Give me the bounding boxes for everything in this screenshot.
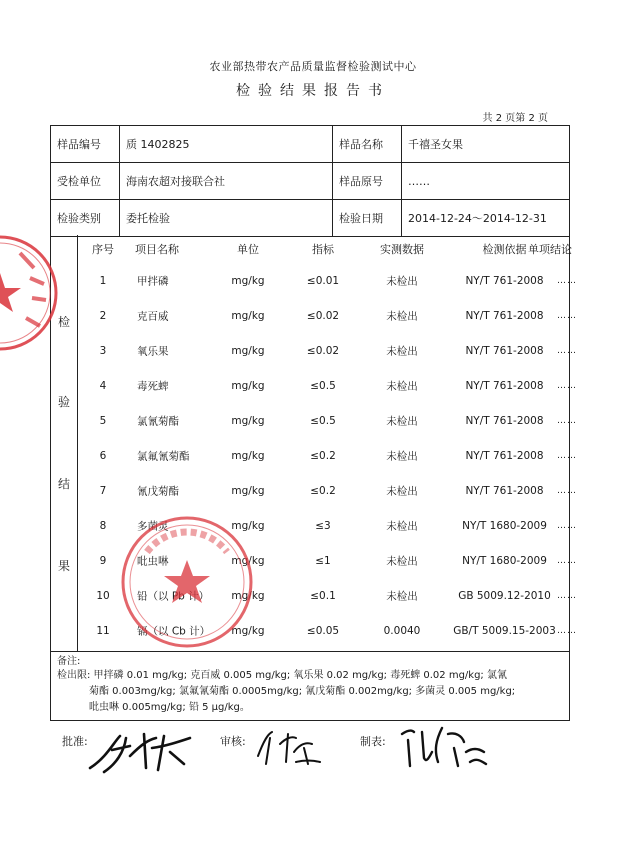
row-measured: 未检出 [386,415,418,427]
orig-no-value: …… [402,163,570,200]
row-method: NY/T 761-2008 [465,379,544,392]
row-no: 11 [96,624,110,637]
table-row [77,298,577,333]
row-unit: mg/kg [231,309,265,322]
row-measured: 未检出 [386,275,418,287]
row-method: NY/T 761-2008 [465,309,544,322]
row-conclusion: …… [557,485,577,496]
row-measured: 未检出 [386,555,418,567]
sample-no-label: 样品编号 [51,126,120,163]
row-item: 氧乐果 [137,345,169,357]
sample-name-value: 千禧圣女果 [402,126,570,163]
row-limit: ≤0.01 [306,274,340,287]
row-measured: 未检出 [386,380,418,392]
side-char: 检 [57,315,70,329]
row-method: NY/T 1680-2009 [462,519,547,532]
row-unit: mg/kg [231,519,265,532]
row-conclusion: …… [557,520,577,531]
prepare-label: 制表: [360,735,386,748]
approver-signature [86,728,196,776]
row-no: 8 [99,519,107,532]
row-item: 氯氰菊酯 [137,415,179,427]
orig-no-label: 样品原号 [333,163,402,200]
sample-info-table [50,125,570,237]
organization-name: 农业部热带农产品质量监督检验测试中心 [209,60,417,73]
row-limit: ≤3 [315,519,331,532]
row-unit: mg/kg [231,624,265,637]
row-limit: ≤0.2 [310,449,336,462]
col-header-method: 检测依据 [482,243,527,256]
col-header-measured: 实测数据 [380,243,424,256]
side-char: 果 [57,559,70,573]
row-item: 多菌灵 [137,520,169,532]
row-method: GB/T 5009.15-2003 [453,624,556,637]
notes-section [50,652,570,721]
notes-line: 检出限: 甲拌磷 0.01 mg/kg; 克百威 0.005 mg/kg; 氧乐果 0.02 mg/kg; 毒死蜱 0.02 mg/kg; 氯氰 [57,670,507,681]
col-header-unit: 单位 [237,243,259,256]
results-header-row [77,235,571,263]
official-seal [0,228,60,358]
row-measured: 未检出 [386,485,418,497]
row-no: 6 [99,449,107,462]
row-unit: mg/kg [231,274,265,287]
row-method: NY/T 761-2008 [465,414,544,427]
date-label: 检验日期 [333,200,402,237]
side-char: 结 [57,477,70,491]
row-unit: mg/kg [231,449,265,462]
row-measured: 未检出 [386,450,418,462]
row-method: NY/T 1680-2009 [462,554,547,567]
notes-label: 备注: [57,656,81,667]
row-item: 毒死蜱 [137,380,169,392]
info-row [51,126,570,163]
type-value: 委托检验 [120,200,333,237]
row-limit: ≤0.05 [306,624,340,637]
row-conclusion: …… [557,450,577,461]
client-label: 受检单位 [51,163,120,200]
row-limit: ≤0.5 [310,379,336,392]
row-no: 3 [99,344,107,357]
row-limit: ≤0.2 [310,484,336,497]
row-conclusion: …… [557,590,577,601]
row-method: GB 5009.12-2010 [458,589,551,602]
row-conclusion: …… [557,555,577,566]
row-measured: 0.0040 [383,624,421,637]
type-label: 检验类别 [51,200,120,237]
col-header-item: 项目名称 [135,243,179,256]
row-measured: 未检出 [386,310,418,322]
row-method: NY/T 761-2008 [465,344,544,357]
row-measured: 未检出 [386,590,418,602]
row-limit: ≤1 [315,554,331,567]
row-unit: mg/kg [231,379,265,392]
row-unit: mg/kg [231,344,265,357]
row-measured: 未检出 [386,345,418,357]
date-value: 2014-12-24～2014-12-31 [402,200,570,237]
table-row [77,438,577,473]
row-conclusion: …… [557,275,577,286]
side-char: 验 [57,395,70,409]
row-method: NY/T 761-2008 [465,449,544,462]
row-conclusion: …… [557,380,577,391]
page-count: 共 2 页第 2 页 [482,113,548,124]
row-unit: mg/kg [231,554,265,567]
col-header-limit: 指标 [312,243,334,256]
official-seal [117,512,257,652]
table-row [77,263,577,298]
row-method: NY/T 761-2008 [465,274,544,287]
row-limit: ≤0.5 [310,414,336,427]
row-no: 10 [96,589,110,602]
table-row [77,473,577,508]
row-conclusion: …… [557,625,577,636]
row-limit: ≤0.02 [306,309,340,322]
row-item: 铅（以 Pb 计） [137,590,210,602]
row-conclusion: …… [557,310,577,321]
row-item: 克百威 [137,310,169,322]
preparer-signature [396,722,488,772]
row-item: 镉（以 Cb 计） [137,625,211,637]
row-no: 5 [99,414,107,427]
info-row [51,200,570,237]
row-no: 4 [99,379,107,392]
info-row [51,163,570,200]
row-no: 2 [99,309,107,322]
notes-line: 吡虫啉 0.005mg/kg; 铅 5 μg/kg。 [89,702,250,713]
row-limit: ≤0.02 [306,344,340,357]
row-conclusion: …… [557,345,577,356]
row-unit: mg/kg [231,589,265,602]
row-item: 吡虫啉 [137,555,169,567]
row-method: NY/T 761-2008 [465,484,544,497]
reviewer-signature [254,726,324,770]
col-header-no: 序号 [92,243,114,256]
sample-no-value: 质 1402825 [120,126,333,163]
row-no: 1 [99,274,107,287]
row-no: 7 [99,484,107,497]
table-row [77,403,577,438]
row-measured: 未检出 [386,520,418,532]
table-row [77,333,577,368]
notes-line: 菊酯 0.003mg/kg; 氯氟氰菊酯 0.0005mg/kg; 氰戊菊酯 0.002mg/kg; 多菌灵 0.005 mg/kg; [89,686,516,697]
row-limit: ≤0.1 [310,589,336,602]
row-no: 9 [99,554,107,567]
report-title: 检验结果报告书 [236,83,390,99]
row-unit: mg/kg [231,414,265,427]
row-item: 甲拌磷 [137,275,169,287]
row-unit: mg/kg [231,484,265,497]
review-label: 审核: [220,735,246,748]
row-conclusion: …… [557,415,577,426]
table-row [77,368,577,403]
row-item: 氰戊菊酯 [137,485,179,497]
row-item: 氯氟氰菊酯 [137,450,190,462]
client-value: 海南农超对接联合社 [120,163,333,200]
sample-name-label: 样品名称 [333,126,402,163]
approve-label: 批准: [62,735,88,748]
col-header-conclusion: 单项结论 [528,243,572,256]
